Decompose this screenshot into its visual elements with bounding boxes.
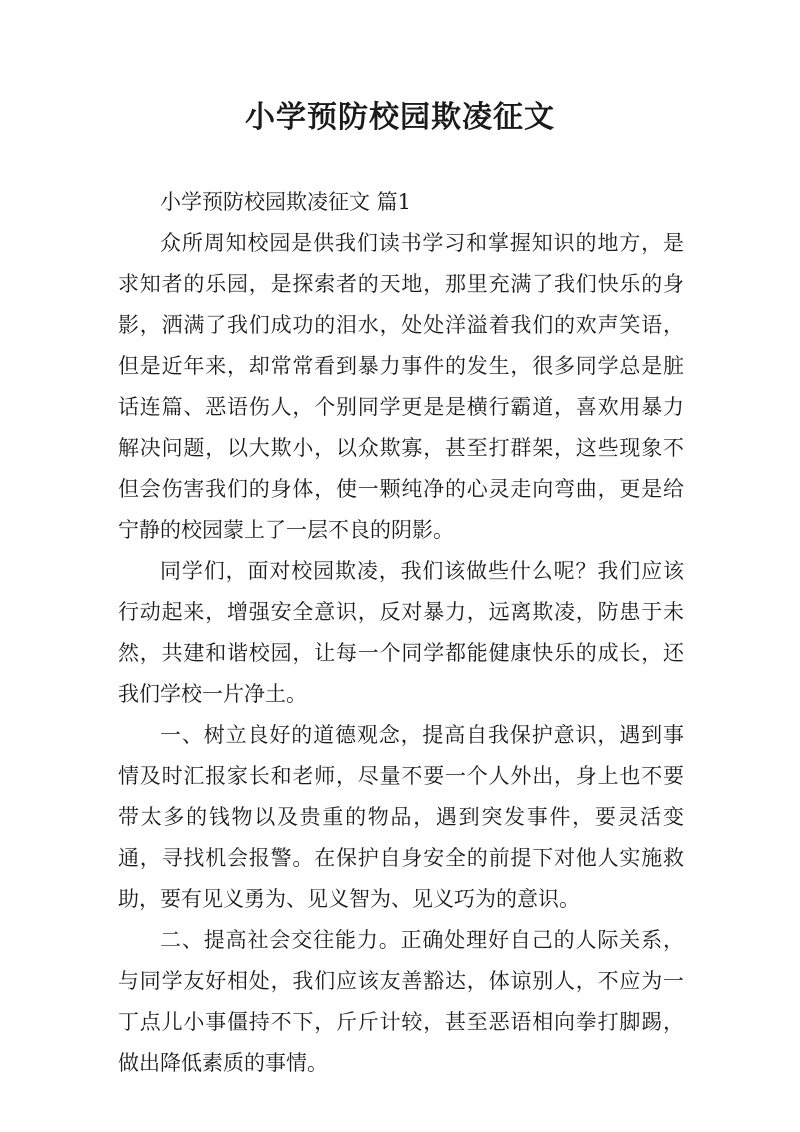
paragraph: 同学们，面对校园欺凌，我们该做些什么呢？我们应该行动起来，增强安全意识，反对暴力，远离欺凌，防患于未然，共建和谐校园，让每一个同学都能健康快乐的成长，还我们学校一片净土。 xyxy=(118,559,684,706)
document-body xyxy=(118,182,684,1084)
paragraph: 二、提高社会交往能力。正确处理好自己的人际关系，与同学友好相处，我们应该友善豁达，体谅别人，不应为一丁点儿小事僵持不下，斤斤计较，甚至恶语相向拳打脚踢，做出降低素质的事情。 xyxy=(118,928,684,1075)
document-title: 小学预防校园欺凌征文 xyxy=(245,100,555,135)
paragraph: 一、树立良好的道德观念，提高自我保护意识，遇到事情及时汇报家长和老师，尽量不要一个人外出，身上也不要带太多的钱物以及贵重的物品，遇到突发事件，要灵活变通，寻找机会报警。在保护自身安全的前提下对他人实施救助，要有见义勇为、见义智为、见义巧为的意识。 xyxy=(118,723,684,911)
paragraph: 众所周知校园是供我们读书学习和掌握知识的地方，是求知者的乐园，是探索者的天地，那里充满了我们快乐的身影，洒满了我们成功的泪水，处处洋溢着我们的欢声笑语，但是近年来，却常常看到暴力事件的发生，很多同学总是脏话连篇、恶语伤人，个别同学更是是横行霸道，喜欢用暴力解决问题，以大欺小，以众欺寡，甚至打群架，这些现象不但会伤害我们的身体，使一颗纯净的心灵走向弯曲，更是给宁静的校园蒙上了一层不良的阴影。 xyxy=(118,231,684,542)
section-heading: 小学预防校园欺凌征文 篇1 xyxy=(160,190,412,214)
